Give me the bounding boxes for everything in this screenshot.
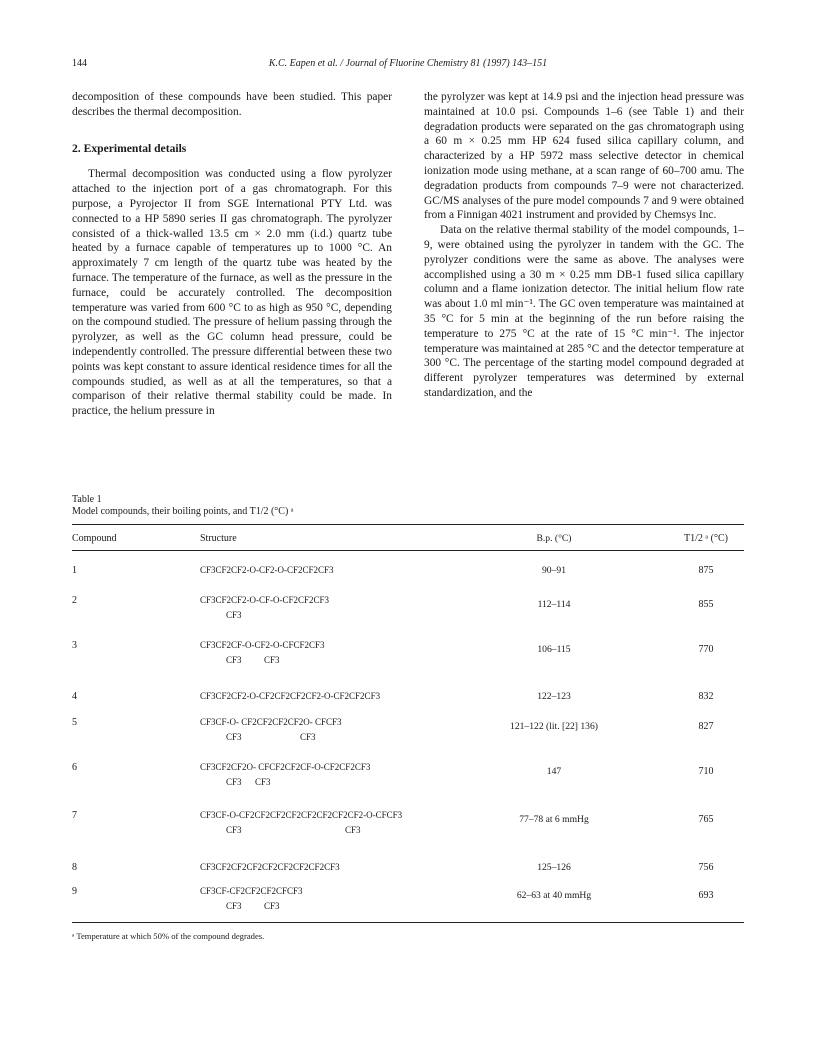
half-degradation-temp: 693	[698, 890, 714, 901]
header-structure: Structure	[200, 533, 237, 544]
compound-number: 4	[72, 691, 77, 702]
table-body	[72, 551, 744, 922]
compound-structure: CF3CF2CF2-O-CF-O-CF2CF2CF3	[200, 595, 330, 605]
half-degradation-temp: 832	[698, 691, 714, 702]
table-row	[72, 802, 744, 848]
half-degradation-temp: 855	[698, 599, 714, 610]
compound-number: 1	[72, 565, 77, 576]
table-row	[72, 677, 744, 709]
header-half-temp: T1/2 ᵃ (°C)	[684, 533, 728, 544]
table-label: Table 1	[72, 494, 102, 505]
boiling-point: 121–122 (lit. [22] 136)	[510, 721, 598, 732]
table-footnote: ᵃ Temperature at which 50% of the compound degrades.	[72, 931, 265, 941]
compound-number: 6	[72, 762, 77, 773]
compound-number: 9	[72, 886, 77, 897]
compound-structure: CF3CF2CF2-O-CF2-O-CF2CF2CF3	[200, 565, 334, 575]
table-row	[72, 754, 744, 802]
page-number: 144	[72, 58, 87, 69]
structure-branches: CF3	[226, 610, 242, 620]
half-degradation-temp: 875	[698, 565, 714, 576]
compound-structure: CF3CF2CF2CF2CF2CF2CF2CF2CF3	[200, 862, 340, 872]
table-row	[72, 587, 744, 632]
right-paragraph-2: Data on the relative thermal stability of the model compounds, 1–9, were obtained using the pyrolyzer in tandem with the GC. The pyrolyzer conditions were the same as above. The analyses were accomplished using a 30 m × 0.25 mm DB-1 fused silica capillary column and a flame ionization detector. The initial helium flow rate was about 1.0 ml min⁻¹. The GC oven temperature was maintained at 35 °C for 5 min at the beginning of the run before raising the temperature to 275 °C at the rate of 15 °C min⁻¹. The injector temperature was maintained at 285 °C and the detector temperature at 300 °C. The percentage of the starting model compound degraded at different pyrolyzer temperatures was determined by external standardization, and the	[424, 224, 744, 399]
structure-branches: CF3 CF3	[226, 732, 316, 742]
table-header-row	[72, 525, 744, 550]
right-column	[424, 90, 744, 401]
header-compound: Compound	[72, 533, 117, 544]
boiling-point: 77–78 at 6 mmHg	[519, 814, 589, 825]
header-bp: B.p. (°C)	[536, 533, 572, 544]
boiling-point: 90–91	[542, 565, 566, 576]
compound-number: 2	[72, 595, 77, 606]
boiling-point: 122–123	[537, 691, 571, 702]
compound-structure: CF3CF2CF2-O-CF2CF2CF2CF2-O-CF2CF2CF3	[200, 691, 381, 701]
left-column	[72, 90, 392, 419]
boiling-point: 106–115	[537, 644, 571, 655]
compound-structure: CF3CF-O- CF2CF2CF2CF2O- CFCF3	[200, 717, 342, 727]
compound-number: 5	[72, 717, 77, 728]
boiling-point: 125–126	[537, 862, 571, 873]
half-degradation-temp: 710	[698, 766, 714, 777]
table-row	[72, 551, 744, 587]
table-1	[72, 494, 744, 941]
compound-number: 8	[72, 862, 77, 873]
page-header	[72, 58, 744, 72]
left-paragraph-2: Thermal decomposition was conducted using a flow pyrolyzer attached to the injection port of a gas chromatograph. For this purpose, a Pyrojector II from SGE International PTY Ltd. was connected to a HP 5890 series II gas chromatograph. The pyrolyzer consisted of a thick-walled 13.5 cm × 2.0 mm (i.d.) quartz tube heated by a furnace capable of temperatures up to 1000 °C. An approximately 7 cm length of the quartz tube was heated by the furnace. The temperature of the furnace, as well as the pressure in the furnace, could be accurately controlled. The decomposition temperature was varied from 600 °C to as high as 950 °C, depending on the compound studied. The pressure of helium passing through the pyrolyzer, as well as the GC column head pressure, could be independently controlled. The pressure differential between these two points was kept constant to assure identical residence times for all the compounds studied, as well as at all the temperatures, so that a comparison of their relative thermal stability could be made. In practice, the helium pressure in	[72, 168, 392, 418]
boiling-point: 112–114	[537, 599, 571, 610]
half-degradation-temp: 827	[698, 721, 714, 732]
right-paragraph-1: the pyrolyzer was kept at 14.9 psi and the injection head pressure was maintained at 10.0 psi. Compounds 1–6 (see Table 1) and their degradation products were separated on the gas chromatograph using a 60 m × 0.25 mm HP 624 fused silica capillary column, and characterized by a HP 5972 mass selective detector in chemical ionization mode using methane, at a scan range of 60–700 amu. The degradation products from compounds 7–9 were not characterized. GC/MS analyses of the pure model compounds 7 and 9 were obtained from a Finnigan 4021 instrument and provided by Chemsys Inc.	[424, 91, 744, 222]
left-paragraph-1: decomposition of these compounds have been studied. This paper describes the thermal decomposition.	[72, 91, 392, 118]
table-row	[72, 848, 744, 878]
compound-number: 7	[72, 810, 77, 821]
compound-structure: CF3CF2CF-O-CF2-O-CFCF2CF3	[200, 640, 325, 650]
structure-branches: CF3 CF3	[226, 655, 280, 665]
boiling-point: 147	[546, 766, 562, 777]
table-bottom-rule	[72, 922, 744, 923]
table-row	[72, 632, 744, 677]
structure-branches: CF3 CF3	[226, 777, 271, 787]
running-title: K.C. Eapen et al. / Journal of Fluorine Chemistry 81 (1997) 143–151	[268, 58, 548, 69]
compound-structure: CF3CF-CF2CF2CF2CFCF3	[200, 886, 303, 896]
boiling-point: 62–63 at 40 mmHg	[516, 890, 592, 901]
half-degradation-temp: 770	[698, 644, 714, 655]
compound-structure: CF3CF2CF2O- CFCF2CF2CF-O-CF2CF2CF3	[200, 762, 371, 772]
compound-structure: CF3CF-O-CF2CF2CF2CF2CF2CF2CF2CF2-O-CFCF3	[200, 810, 403, 820]
table-caption: Model compounds, their boiling points, and T1/2 (°C) ᵃ	[72, 506, 294, 517]
table-row	[72, 709, 744, 754]
structure-branches: CF3 CF3	[226, 901, 280, 911]
section-heading: 2. Experimental details	[72, 141, 187, 155]
table-row	[72, 878, 744, 922]
compound-number: 3	[72, 640, 77, 651]
half-degradation-temp: 765	[698, 814, 714, 825]
half-degradation-temp: 756	[698, 862, 714, 873]
structure-branches: CF3 CF3	[226, 825, 361, 835]
